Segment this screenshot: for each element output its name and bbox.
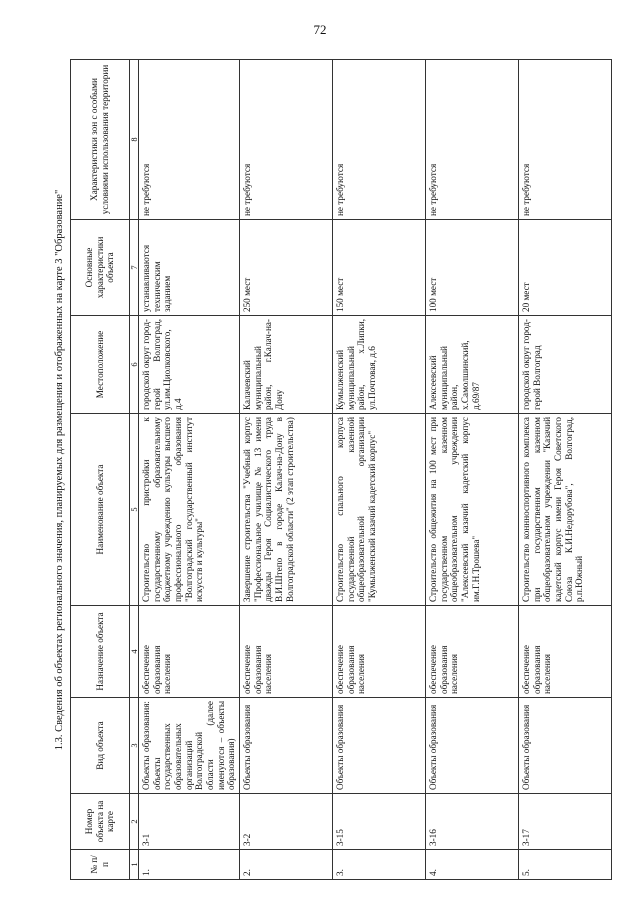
table-cell: 20 мест bbox=[519, 220, 612, 316]
column-number: 7 bbox=[130, 220, 139, 316]
table-cell: не требуются bbox=[426, 60, 519, 220]
column-number: 8 bbox=[130, 60, 139, 220]
table-cell: 250 мест bbox=[240, 220, 333, 316]
table-cell: Калачевский муниципальный район, г.Калач-на-Дону bbox=[240, 316, 333, 414]
table-cell: 3-1 bbox=[139, 794, 240, 850]
table-cell: 100 мест bbox=[426, 220, 519, 316]
table-cell: Объекты образования bbox=[333, 698, 426, 794]
header-cell: Назначение объекта bbox=[71, 606, 130, 698]
table-cell: Кумылженский муниципальный район, х.Липки, ул.Почтовая, д.6 bbox=[333, 316, 426, 414]
header-cell: Характеристики зон с особыми условиями использования территории bbox=[71, 60, 130, 220]
table-cell: Объекты образования bbox=[240, 698, 333, 794]
table-row bbox=[240, 60, 333, 880]
table-cell: 150 мест bbox=[333, 220, 426, 316]
table-cell: 3-16 bbox=[426, 794, 519, 850]
header-cell: Вид объекта bbox=[71, 698, 130, 794]
table-cell: 3. bbox=[333, 850, 426, 880]
table-row bbox=[426, 60, 519, 880]
header-cell: № п/п bbox=[71, 850, 130, 880]
page-number: 72 bbox=[313, 22, 327, 37]
column-number-row bbox=[130, 60, 139, 880]
table-cell: городской округ город-герой Волгоград bbox=[519, 316, 612, 414]
header-cell: Основные характеристики объекта bbox=[71, 220, 130, 316]
rotated-table-container bbox=[52, 60, 622, 880]
table-row bbox=[139, 60, 240, 880]
column-number: 4 bbox=[130, 606, 139, 698]
column-number: 2 bbox=[130, 794, 139, 850]
table-cell: 3-2 bbox=[240, 794, 333, 850]
column-number: 6 bbox=[130, 316, 139, 414]
table-row bbox=[333, 60, 426, 880]
table-cell: 3-17 bbox=[519, 794, 612, 850]
column-number: 1 bbox=[130, 850, 139, 880]
table-cell: обеспечение образования населения bbox=[240, 606, 333, 698]
table-cell: не требуются bbox=[240, 60, 333, 220]
header-cell: Номер объекта на карте bbox=[71, 794, 130, 850]
table-cell: 4. bbox=[426, 850, 519, 880]
column-number: 5 bbox=[130, 414, 139, 606]
table-cell: обеспечение образования населения bbox=[333, 606, 426, 698]
table-cell: Строительство спального корпуса государственной казенной общеобразовательной организации "Кумылженский казачий кадетский корпус" bbox=[333, 414, 426, 606]
table-cell: Объекты образования: объекты государственных образовательных организаций Волгоградской области (далее именуются – объекты образования) bbox=[139, 698, 240, 794]
table-row bbox=[519, 60, 612, 880]
table-cell: Строительство пристройки к государственному образовательному бюджетному учреждению культуры высшего профессионального образования "Волгоградский государственный институт искусств и культуры" bbox=[139, 414, 240, 606]
table-cell: Алексеевский муниципальный район, х.Самолшинский, д.69/87 bbox=[426, 316, 519, 414]
table-cell: Объекты образования bbox=[519, 698, 612, 794]
table-cell: 2. bbox=[240, 850, 333, 880]
table-cell: Объекты образования bbox=[426, 698, 519, 794]
table-cell: Строительство коннноспортивного комплекса при государственном казенном общеобразовательном учреждении "Казачий кадетский корпус имени Героя Советского Союза К.И.Недорубова", Волгоград, р.п.Южный bbox=[519, 414, 612, 606]
table-cell: обеспечение образования населения bbox=[426, 606, 519, 698]
table-cell: Строительство общежития на 100 мест при государственном казенном общеобразовательном учреждении "Алексеевский казачий кадетский корпус им.Г.Н.Трошева" bbox=[426, 414, 519, 606]
table-cell: обеспечение образования населения bbox=[519, 606, 612, 698]
header-row bbox=[71, 60, 130, 880]
table-cell: 1. bbox=[139, 850, 240, 880]
table-cell: не требуются bbox=[519, 60, 612, 220]
table-cell: городской округ город-герой Волгоград, ул.им.Циолковского, д.4 bbox=[139, 316, 240, 414]
column-number: 3 bbox=[130, 698, 139, 794]
table-cell: 5. bbox=[519, 850, 612, 880]
table-cell: Завершение строительства "Учебный корпус "Профессиональное училище № 13 имени дважды Героя Социалистического труда В.И.Штепо в городе Калач-на-Дону в Волгоградской области" (2 этап строительства) bbox=[240, 414, 333, 606]
header-cell: Местоположение bbox=[71, 316, 130, 414]
table-cell: обеспечение образования населения bbox=[139, 606, 240, 698]
table-cell: не требуются bbox=[139, 60, 240, 220]
objects-table bbox=[70, 59, 612, 880]
table-cell: не требуются bbox=[333, 60, 426, 220]
table-caption: 1.3. Сведения об объектах регионального значения, планируемых для размещения и отображенных на карте 3 "Образование" bbox=[54, 189, 65, 751]
table-cell: 3-15 bbox=[333, 794, 426, 850]
table-cell: устанавливаются техническим заданием bbox=[139, 220, 240, 316]
header-cell: Наименование объекта bbox=[71, 414, 130, 606]
